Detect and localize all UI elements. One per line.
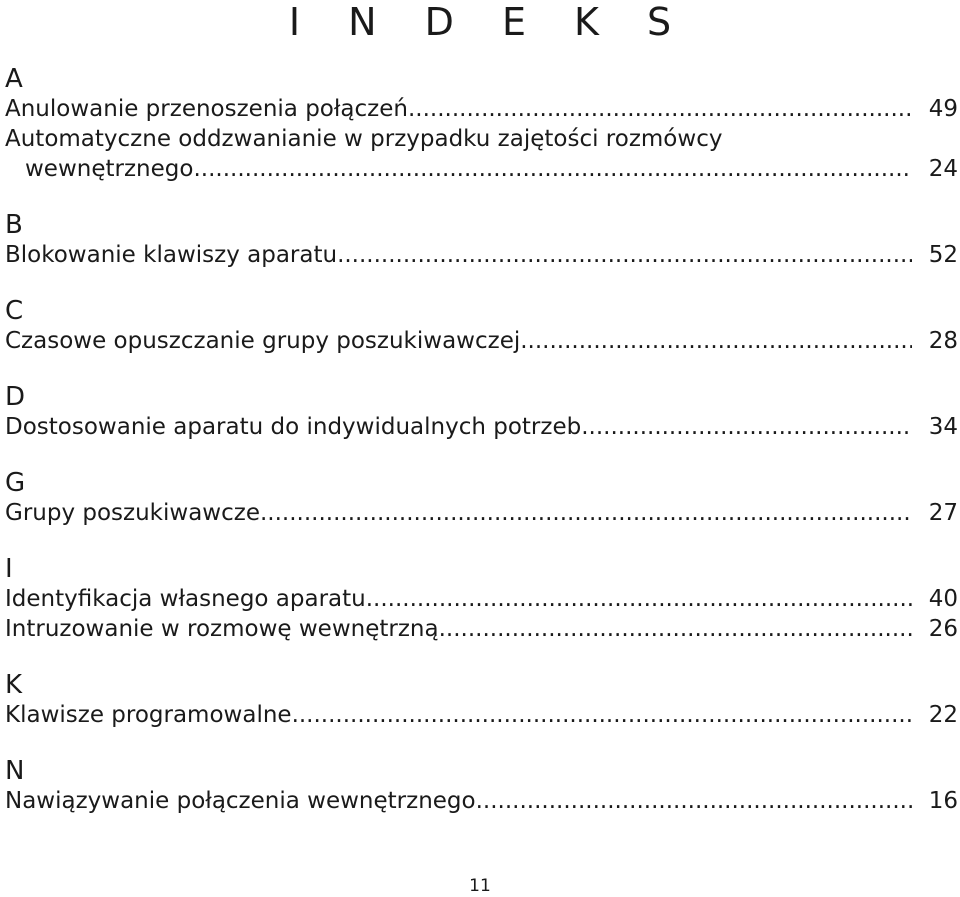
index-section-n [5,756,960,816]
entry-label: Blokowanie klawiszy aparatu [5,242,338,268]
section-letter: I [5,554,13,584]
entry-page-number: 22 [928,702,958,728]
index-entry [5,240,960,270]
index-entry [5,786,960,816]
dot-leader [366,584,912,614]
index-section-k [5,670,960,730]
dot-leader [408,94,912,124]
entry-page-number: 52 [928,242,958,268]
entry-page-number: 24 [928,156,958,182]
index-section-a [5,64,960,184]
section-letter: K [5,670,23,700]
entry-page-number: 34 [928,414,958,440]
entry-label-first-line: Automatyczne oddzwanianie w przypadku zajętości rozmówcy [5,126,723,152]
section-letter: G [5,468,26,498]
entry-page-number: 26 [928,616,958,642]
entry-label: Klawisze programowalne [5,702,292,728]
dot-leader [581,412,912,442]
entry-label: Anulowanie przenoszenia połączeń [5,96,408,122]
section-letter: C [5,296,24,326]
index-section-d [5,382,960,442]
section-letter: N [5,756,25,786]
footer-page-number: 11 [469,876,491,896]
index-section-c [5,296,960,356]
section-letter: B [5,210,23,240]
dot-leader [193,154,912,184]
entry-label: wewnętrznego [25,156,194,182]
entry-label: Intruzowanie w rozmowę wewnętrzną [5,616,439,642]
index-entry [5,700,960,730]
section-letter: D [5,382,26,412]
dot-leader [439,614,912,644]
index-entry [5,498,960,528]
dot-leader [476,786,912,816]
dot-leader [337,240,912,270]
index-section-i [5,554,960,644]
entry-page-number: 40 [928,586,958,612]
index-entry [5,94,960,124]
entry-page-number: 28 [928,328,958,354]
index-entry [5,412,960,442]
entry-label: Grupy poszukiwawcze [5,500,260,526]
entry-page-number: 27 [928,500,958,526]
index-entry [5,326,960,356]
entry-label: Identyfikacja własnego aparatu [5,586,366,612]
page-title: I N D E K S [288,0,690,44]
index-section-g [5,468,960,528]
index-entry [5,584,960,614]
index-section-b [5,210,960,270]
entry-label: Dostosowanie aparatu do indywidualnych potrzeb [5,414,582,440]
entry-label: Czasowe opuszczanie grupy poszukiwawczej [5,328,521,354]
index-entry [5,154,960,184]
dot-leader [260,498,912,528]
section-letter: A [5,64,23,94]
dot-leader [292,700,912,730]
index-entry [5,614,960,644]
entry-page-number: 16 [928,788,958,814]
entry-page-number: 49 [928,96,958,122]
index-list [5,64,960,816]
dot-leader [520,326,912,356]
entry-label: Nawiązywanie połączenia wewnętrznego [5,788,476,814]
